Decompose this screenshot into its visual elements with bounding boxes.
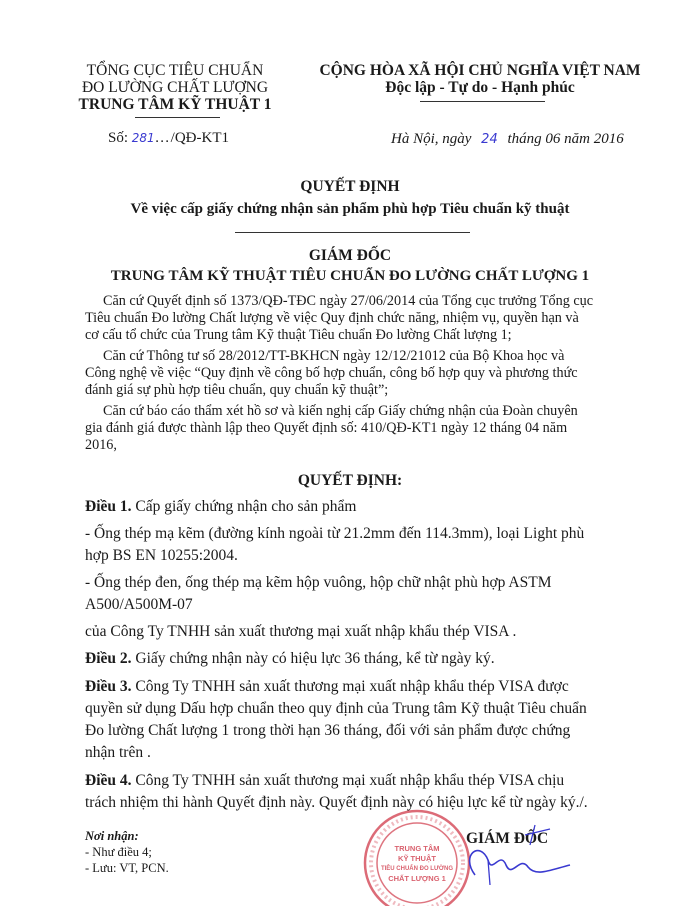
basis-2-line-3: đánh giá sự phù hợp tiêu chuẩn, quy chuẩn kỹ thuật”; — [85, 382, 389, 398]
document-number-handwritten: 281 — [131, 131, 155, 145]
basis-3-line-2: gia đánh giá được thành lập theo Quyết định số: 410/QĐ-KT1 ngày 12 tháng 04 năm — [85, 420, 568, 436]
article-3-line-3: Đo lường Chất lượng 1 trong thời hạn 36 tháng, đối với sản phẩm được chứng — [85, 722, 571, 739]
agency-line-1: TỔNG CỤC TIÊU CHUẨN — [86, 62, 264, 79]
decision-heading: QUYẾT ĐỊNH: — [297, 472, 403, 489]
director-signature — [440, 815, 590, 895]
decision-subject: Về việc cấp giấy chứng nhận sản phẩm phù hợp Tiêu chuẩn kỹ thuật — [130, 201, 570, 217]
agency-header — [75, 62, 275, 113]
national-motto: Độc lập - Tự do - Hạnh phúc — [385, 79, 575, 96]
decision-title: QUYẾT ĐỊNH — [300, 178, 400, 195]
basis-1-line-1: Căn cứ Quyết định số 1373/QĐ-TĐC ngày 27/06/2014 của Tổng cục trưởng Tổng cục — [103, 293, 594, 309]
agency-underline — [135, 117, 220, 118]
document-number: Số: 281…/QĐ-KT1 — [108, 130, 229, 146]
basis-3-line-3: 2016, — [85, 437, 117, 453]
article-1-company: của Công Ty TNHH sản xuất thương mại xuất nhập khẩu thép VISA . — [85, 623, 517, 640]
authority-title: GIÁM ĐỐC — [308, 247, 392, 264]
article-4-line-2: trách nhiệm thi hành Quyết định này. Quyết định này có hiệu lực kể từ ngày ký./. — [85, 794, 588, 811]
legal-bases — [85, 293, 625, 454]
motto-underline — [420, 101, 545, 102]
article-3-line-2: quyền sử dụng Dấu hợp chuẩn theo quy định của Trung tâm Kỹ thuật Tiêu chuẩn — [85, 700, 587, 717]
decision-articles — [85, 496, 630, 814]
recipient-1: - Như điều 4; — [85, 845, 152, 859]
title-divider — [235, 232, 470, 233]
article-1-item-1-line-2: hợp BS EN 10255:2004. — [85, 547, 238, 564]
national-title: CỘNG HÒA XÃ HỘI CHỦ NGHĨA VIỆT NAM — [319, 62, 641, 79]
article-1: Điều 1. Cấp giấy chứng nhận cho sản phẩm — [85, 498, 357, 515]
article-2: Điều 2. Giấy chứng nhận này có hiệu lực 36 tháng, kể từ ngày ký. — [85, 650, 495, 667]
article-1-item-2-line-1: - Ống thép đen, ống thép mạ kẽm hộp vuông, hộp chữ nhật phù hợp ASTM — [85, 574, 552, 591]
article-3-line-1: Điều 3. Công Ty TNHH sản xuất thương mại xuất nhập khẩu thép VISA được — [85, 678, 569, 695]
agency-line-2: ĐO LƯỜNG CHẤT LƯỢNG — [81, 79, 269, 96]
article-3-line-4: nhận trên . — [85, 744, 151, 761]
basis-1-line-2: Tiêu chuẩn Đo lường Chất lượng về việc Quy định chức năng, nhiệm vụ, quyền hạn và — [85, 310, 579, 326]
authority-name: TRUNG TÂM KỸ THUẬT TIÊU CHUẨN ĐO LƯỜNG CHẤT LƯỢNG 1 — [110, 268, 590, 284]
recipients — [85, 828, 169, 876]
national-header — [300, 62, 660, 96]
article-4-line-1: Điều 4. Công Ty TNHH sản xuất thương mại xuất nhập khẩu thép VISA chịu — [85, 772, 565, 789]
basis-3-line-1: Căn cứ báo cáo thẩm xét hồ sơ và kiến nghị cấp Giấy chứng nhận của Đoàn chuyên — [103, 403, 578, 419]
basis-2-line-1: Căn cứ Thông tư số 28/2012/TT-BKHCN ngày 12/12/21012 của Bộ Khoa học và — [103, 348, 565, 364]
basis-1-line-3: cơ cấu tổ chức của Trung tâm Kỹ thuật Tiêu chuẩn Đo lường Chất lượng 1; — [85, 327, 512, 343]
article-1-item-2-line-2: A500/A500M-07 — [85, 596, 193, 613]
article-1-item-1-line-1: - Ống thép mạ kẽm (đường kính ngoài từ 21.2mm đến 114.3mm), loại Light phù — [85, 525, 585, 542]
basis-2-line-2: Công nghệ về việc “Quy định về công bố hợp chuẩn, công bố hợp quy và phương thức — [85, 365, 578, 381]
document-date: Hà Nội, ngày 24 tháng 06 năm 2016 — [391, 131, 624, 147]
stamp-text: TRUNG TÂM KỸ THUẬT TIÊU CHUẨN ĐO LƯỜNG CHẤT LƯỢNG 1 — [380, 844, 454, 883]
recipient-2: - Lưu: VT, PCN. — [85, 861, 169, 875]
signer-title: GIÁM ĐỐC — [466, 830, 549, 847]
agency-line-3: TRUNG TÂM KỸ THUẬT 1 — [78, 96, 272, 113]
date-day-handwritten: 24 — [481, 132, 498, 147]
recipients-label: Nơi nhận: — [85, 829, 139, 843]
